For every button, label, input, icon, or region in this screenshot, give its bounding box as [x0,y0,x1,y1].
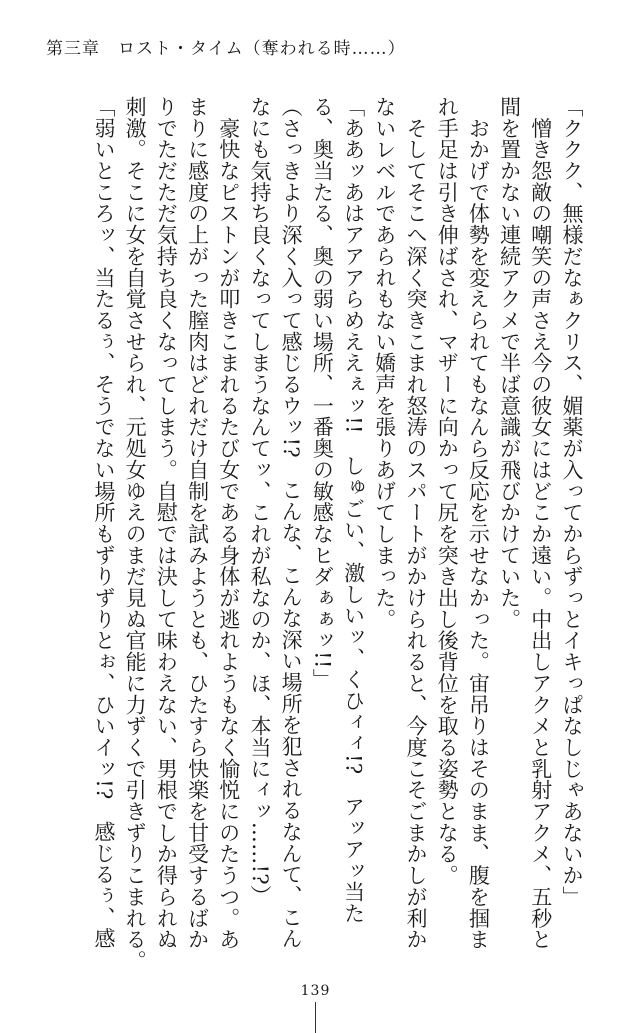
text-line: る、奥当たる、奥の弱い場所、一番奥の敏感なヒダぁぁッ!!」 [310,96,335,691]
vertical-body-text [88,96,587,972]
text-line: なにも気持ち良くなってしまうなんてッ、これが私なのか、ほ、本当にィッ……!?） [247,96,272,907]
text-line: そしてそこへ深く突きこまれ怒涛のスパートがかけられると、今度こそごまかしが利か [403,96,428,950]
text-line: 憎き怨敵の嘲笑の声さえ今の彼女にはどこか遠い。中出しアクメと乳射アクメ、五秒と [528,96,553,950]
text-line: 刺激。そこに女を自覚させられ、元処女ゆえのまだ見ぬ官能に力ずくで引きずりこまれる。 [123,96,148,972]
text-line: 「ククク、無様だなぁクリス、媚薬が入ってからずっとイキっぱなしじゃあないか」 [560,96,584,908]
text-line: （さっきより深く入って感じるウッ!? こんな、こんな深い場所を犯されるなんて、こん [279,96,304,950]
text-line: 「弱いところッ、当たるぅ、そうでない場所もずりずりとぉ、ひいイッ!? 感じるぅ、感 [91,96,116,950]
text-line: 「ああッあはアアアらめええぇッ!! しゅごい、激しいッ、くひィィ!? アッアッ当た [341,96,366,924]
running-header: 第三章 ロスト・タイム（奪われる時……） [46,39,406,59]
text-line: まりに感度の上がった膣肉はどれだけ自制を試みようとも、ひたすら快楽を甘受するばか [185,96,210,950]
text-line: ないレベルであられもない嬌声を張りあげてしまった。 [372,96,397,630]
text-line: れ手足は引き伸ばされ、マザーに向かって尻を突き出し後背位を取る姿勢となる。 [435,96,460,886]
text-line: おかげで体勢を変えられてもなんら反応を示せなかった。宙吊りはそのまま、腹を掴ま [466,96,491,950]
page-number: 139 [300,983,331,999]
footer-rule [315,1002,316,1033]
text-line: りでただただ気持ち良くなってしまう。自慰では決して味わえない、男根でしか得られぬ [154,96,179,950]
text-line: 間を置かない連続アクメで半ば意識が飛びかけていた。 [497,96,522,630]
text-line: 豪快なピストンが叩きこまれるたび女である身体が逃れようもなく愉悦にのたうつ。あ [216,96,241,950]
